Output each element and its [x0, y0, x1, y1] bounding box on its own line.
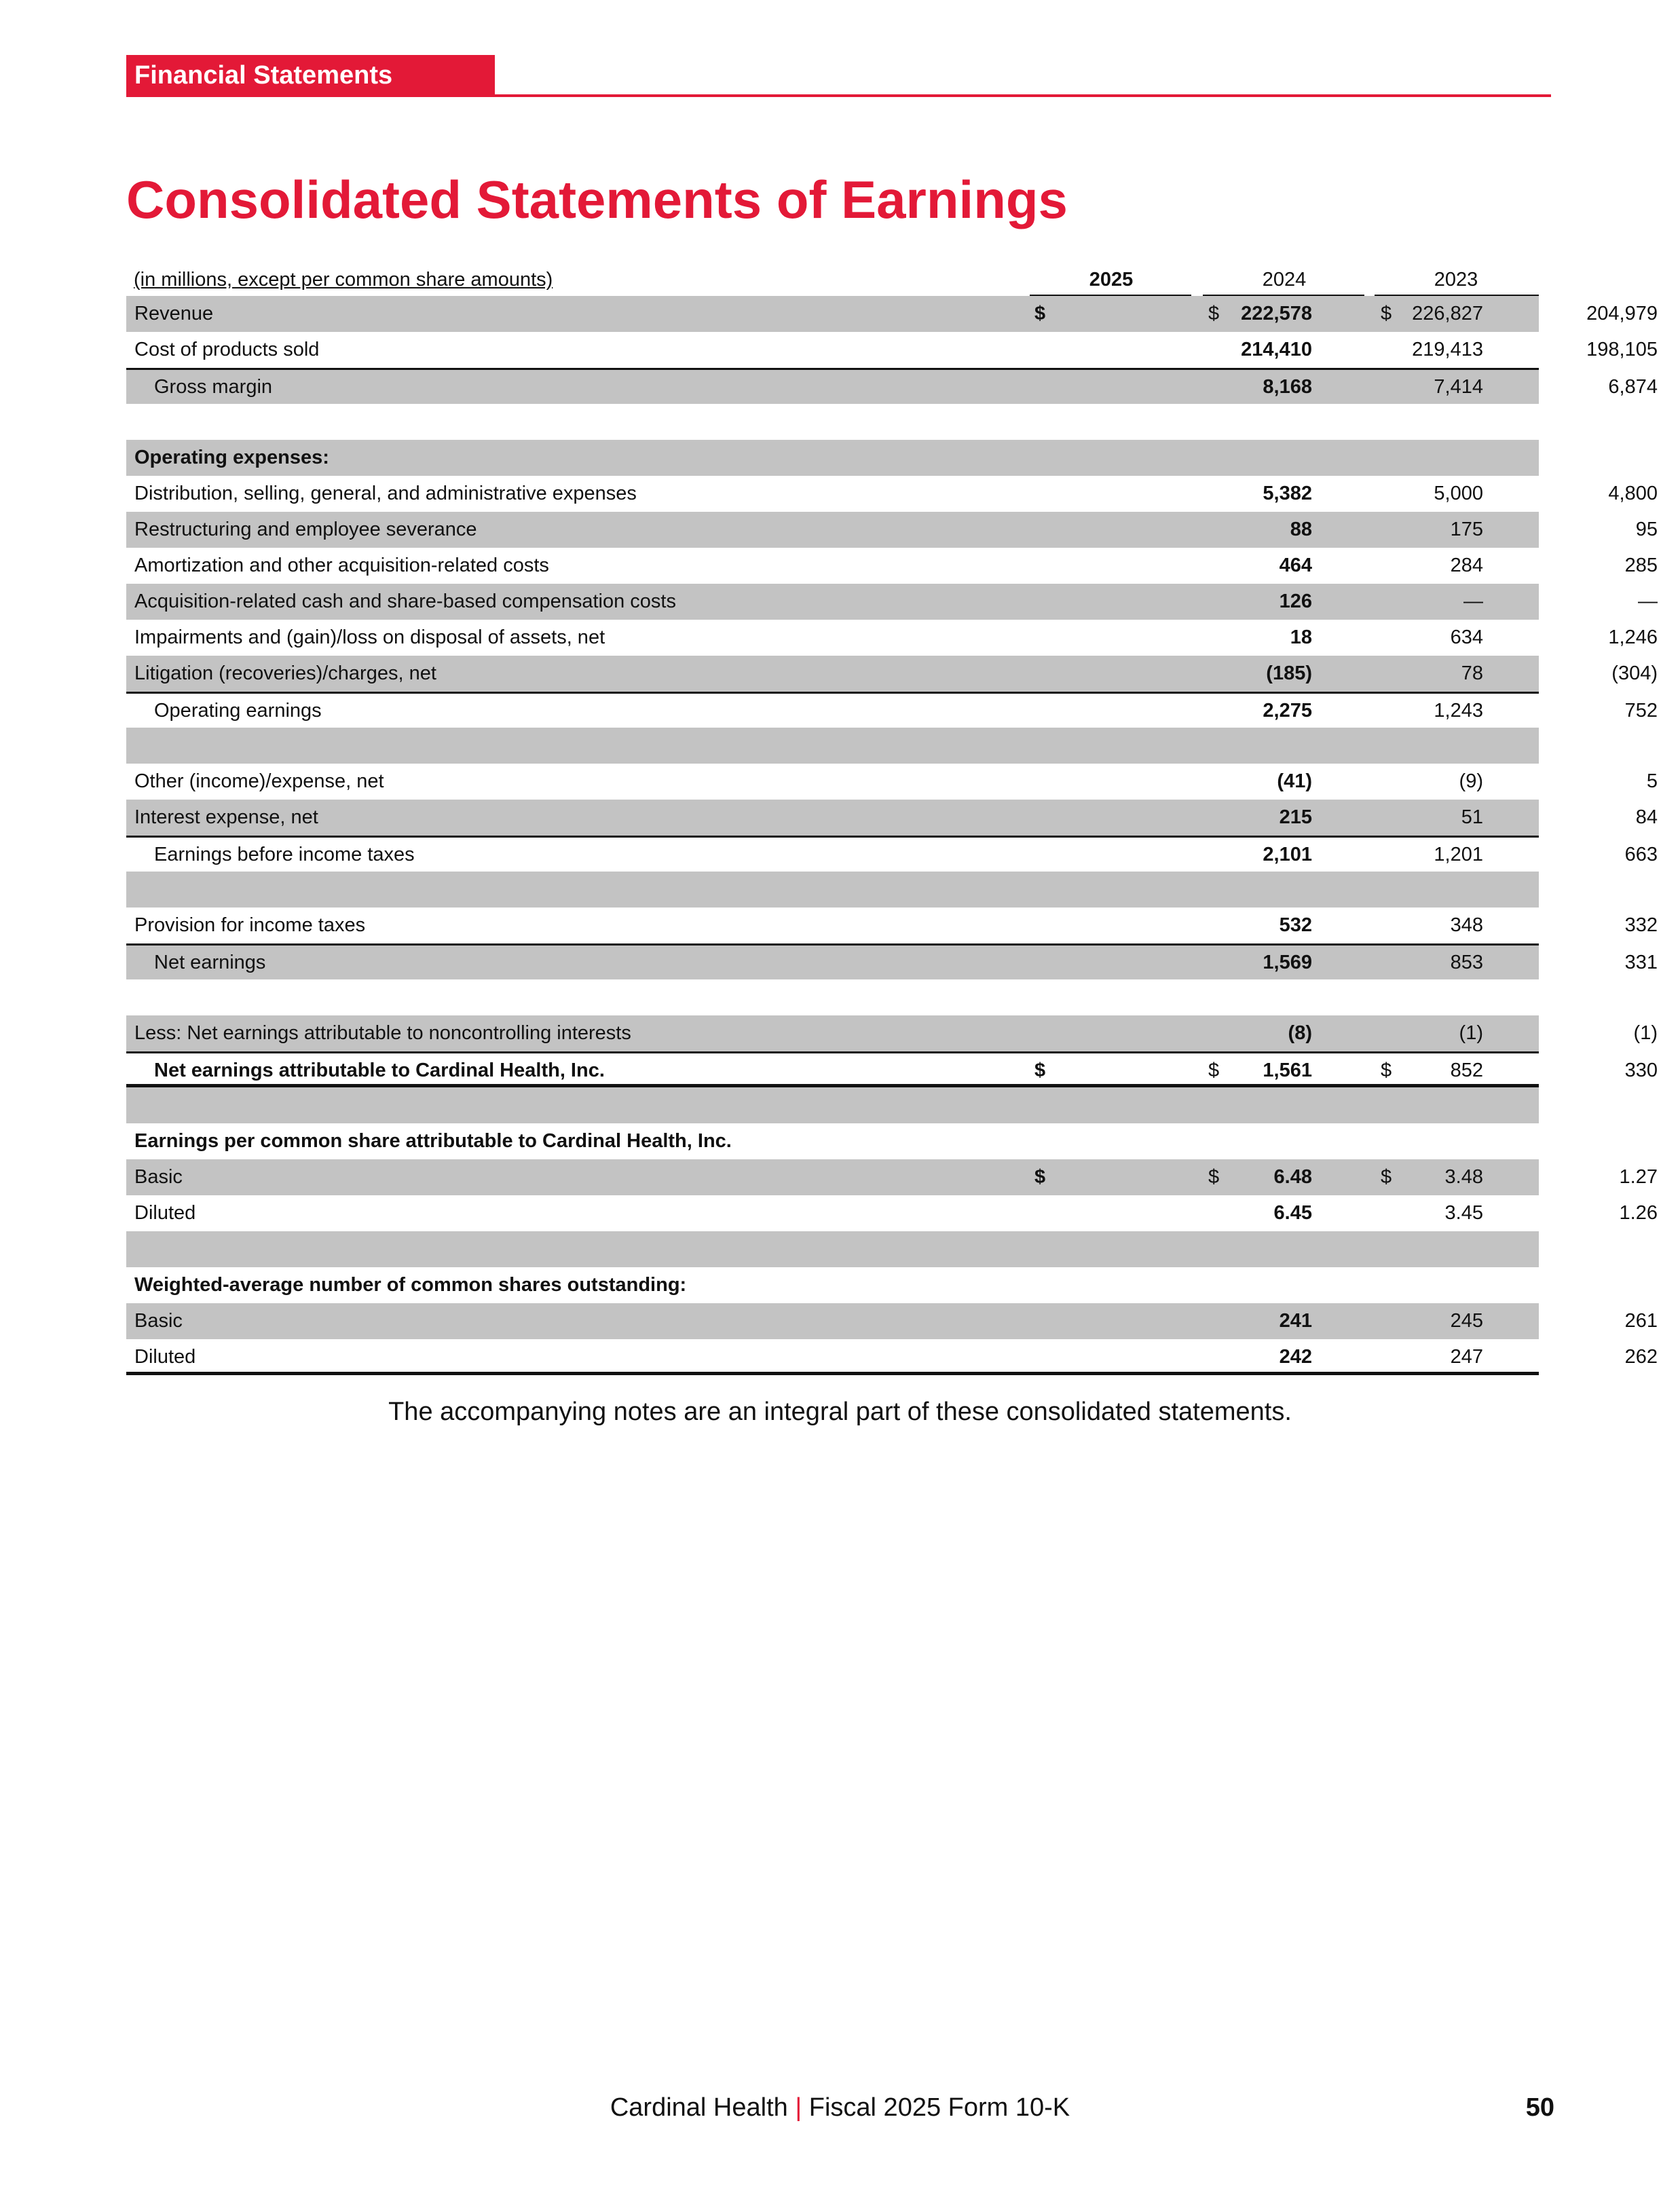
row-label: Basic — [134, 1310, 183, 1332]
table-row-revenue — [126, 296, 1658, 332]
value-2023: 6,874 — [1608, 376, 1658, 398]
dollar-sign: $ — [1034, 303, 1046, 324]
row-label: Acquisition-related cash and share-based compensation costs — [134, 591, 676, 612]
value-2024: 247 — [1450, 1346, 1483, 1368]
value-2024: 853 — [1450, 952, 1483, 973]
value-2025: 2,101 — [1263, 844, 1312, 865]
page-title: Consolidated Statements of Earnings — [126, 170, 1068, 229]
value-2024: 7,414 — [1434, 376, 1483, 398]
value-2024: 634 — [1450, 626, 1483, 648]
value-2025: 532 — [1279, 914, 1312, 936]
row-label: Distribution, selling, general, and administrative expenses — [134, 483, 637, 504]
value-2024: 852 — [1450, 1060, 1483, 1081]
value-2025: 241 — [1279, 1310, 1312, 1332]
table-row-net-earnings-cardinal — [126, 1051, 1658, 1087]
value-2025: 214,410 — [1241, 339, 1312, 360]
dollar-sign: $ — [1208, 1060, 1220, 1081]
value-2023: 95 — [1635, 519, 1658, 540]
value-2023: 204,979 — [1586, 303, 1658, 324]
value-2025: 5,382 — [1263, 483, 1312, 504]
value-2025: (8) — [1288, 1022, 1312, 1044]
row-label: Litigation (recoveries)/charges, net — [134, 662, 436, 684]
table-row-eps-heading — [126, 1123, 1539, 1159]
earnings-table — [126, 296, 1658, 1375]
footer-document: Fiscal 2025 Form 10-K — [808, 2093, 1070, 2122]
table-row-noncontrolling — [126, 1015, 1658, 1051]
value-2025: 215 — [1279, 806, 1312, 828]
units-note: (in millions, except per common share amounts) — [134, 269, 553, 291]
value-2025: (185) — [1266, 662, 1312, 684]
dollar-sign: $ — [1208, 303, 1220, 324]
value-2023: 4,800 — [1608, 483, 1658, 504]
table-row-impairments — [126, 620, 1658, 656]
value-2023: 84 — [1635, 806, 1658, 828]
dollar-sign: $ — [1034, 1060, 1046, 1081]
value-2024: 219,413 — [1412, 339, 1483, 360]
value-2024: (9) — [1459, 770, 1483, 792]
row-label: Restructuring and employee severance — [134, 519, 477, 540]
value-2024: 226,827 — [1412, 303, 1483, 324]
value-2025: 88 — [1290, 519, 1312, 540]
table-row-net-earnings — [126, 943, 1658, 979]
value-2025: 126 — [1279, 591, 1312, 612]
value-2024: 51 — [1461, 806, 1483, 828]
row-label: Cost of products sold — [134, 339, 320, 360]
value-2024: 3.45 — [1444, 1202, 1483, 1224]
value-2023: 1.26 — [1619, 1202, 1658, 1224]
row-label: Revenue — [134, 303, 214, 324]
value-2025: (41) — [1277, 770, 1312, 792]
table-row-provision-taxes — [126, 908, 1658, 943]
row-label: Diluted — [134, 1202, 196, 1224]
value-2025: 1,569 — [1263, 952, 1312, 973]
table-row-other-income — [126, 764, 1658, 800]
value-2023: — — [1638, 591, 1658, 612]
table-row-spacer — [126, 404, 1539, 440]
row-label: Provision for income taxes — [134, 914, 366, 936]
value-2025: 1,561 — [1263, 1060, 1312, 1081]
row-label: Basic — [134, 1166, 183, 1188]
value-2024: 1,243 — [1434, 700, 1483, 722]
value-2025: 18 — [1290, 626, 1312, 648]
row-label: Operating earnings — [154, 700, 322, 722]
footer-separator: | — [795, 2093, 802, 2122]
value-2024: 284 — [1450, 555, 1483, 576]
value-2023: 752 — [1624, 700, 1658, 722]
value-2023: 1.27 — [1619, 1166, 1658, 1188]
header-rule — [126, 94, 1551, 97]
value-2025: 464 — [1279, 555, 1312, 576]
table-row-operating-earnings — [126, 692, 1658, 728]
value-2023: 331 — [1624, 952, 1658, 973]
year-header-2023: 2023 — [1434, 269, 1478, 291]
value-2024: 245 — [1450, 1310, 1483, 1332]
value-2025: 8,168 — [1263, 376, 1312, 398]
value-2023: (1) — [1633, 1022, 1658, 1044]
table-row-restructuring — [126, 512, 1658, 548]
value-2023: 1,246 — [1608, 626, 1658, 648]
table-row-sga — [126, 476, 1658, 512]
value-2024: — — [1463, 591, 1483, 612]
table-row-spacer — [126, 1087, 1539, 1123]
value-2024: (1) — [1459, 1022, 1483, 1044]
section-heading: Operating expenses: — [134, 447, 329, 468]
row-label: Net earnings — [154, 952, 266, 973]
value-2023: 330 — [1624, 1060, 1658, 1081]
value-2025: 6.45 — [1273, 1202, 1312, 1224]
row-label: Interest expense, net — [134, 806, 318, 828]
table-row-amortization — [126, 548, 1658, 584]
value-2023: 663 — [1624, 844, 1658, 865]
value-2025: 6.48 — [1273, 1166, 1312, 1188]
table-row-gross-margin — [126, 368, 1658, 404]
section-heading: Earnings per common share attributable to Cardinal Health, Inc. — [134, 1130, 732, 1152]
row-label: Earnings before income taxes — [154, 844, 415, 865]
value-2025: 2,275 — [1263, 700, 1312, 722]
row-label: Other (income)/expense, net — [134, 770, 384, 792]
value-2023: 332 — [1624, 914, 1658, 936]
value-2023: 285 — [1624, 555, 1658, 576]
table-row-litigation — [126, 656, 1658, 692]
year-header-2024: 2024 — [1262, 269, 1307, 291]
value-2025: 242 — [1279, 1346, 1312, 1368]
value-2024: 3.48 — [1444, 1166, 1483, 1188]
value-2024: 5,000 — [1434, 483, 1483, 504]
value-2024: 175 — [1450, 519, 1483, 540]
value-2024: 348 — [1450, 914, 1483, 936]
row-label: Net earnings attributable to Cardinal Health, Inc. — [154, 1060, 605, 1081]
value-2024: 1,201 — [1434, 844, 1483, 865]
table-row-cost-of-products — [126, 332, 1658, 368]
value-2024: 78 — [1461, 662, 1483, 684]
section-header-tab: Financial Statements — [126, 55, 495, 96]
page-number: 50 — [1525, 2093, 1554, 2122]
table-row-spacer — [126, 728, 1539, 764]
dollar-sign: $ — [1381, 1166, 1392, 1188]
year-header-2025: 2025 — [1089, 269, 1134, 291]
table-row-shares-heading — [126, 1267, 1539, 1303]
table-row-shares-diluted — [126, 1339, 1658, 1375]
row-label: Gross margin — [154, 376, 273, 398]
table-row-acquisition-compensation — [126, 584, 1658, 620]
footer-company: Cardinal Health — [610, 2093, 788, 2122]
dollar-sign: $ — [1034, 1166, 1046, 1188]
table-row-operating-expenses-heading — [126, 440, 1539, 476]
row-label: Diluted — [134, 1346, 196, 1368]
table-row-spacer — [126, 979, 1539, 1015]
row-label: Impairments and (gain)/loss on disposal of assets, net — [134, 626, 605, 648]
table-row-eps-diluted — [126, 1195, 1658, 1231]
section-heading: Weighted-average number of common shares outstanding: — [134, 1274, 687, 1296]
value-2025: 222,578 — [1241, 303, 1312, 324]
dollar-sign: $ — [1381, 1060, 1392, 1081]
table-row-spacer — [126, 872, 1539, 908]
row-label: Less: Net earnings attributable to noncontrolling interests — [134, 1022, 631, 1044]
footnote: The accompanying notes are an integral part of these consolidated statements. — [388, 1398, 1292, 1426]
value-2023: 5 — [1646, 770, 1658, 792]
table-row-eps-basic — [126, 1159, 1658, 1195]
value-2023: 198,105 — [1586, 339, 1658, 360]
dollar-sign: $ — [1208, 1166, 1220, 1188]
table-row-shares-basic — [126, 1303, 1658, 1339]
value-2023: 261 — [1624, 1310, 1658, 1332]
value-2023: 262 — [1624, 1346, 1658, 1368]
value-2023: (304) — [1611, 662, 1658, 684]
dollar-sign: $ — [1381, 303, 1392, 324]
table-row-interest-expense — [126, 800, 1658, 836]
table-row-spacer — [126, 1231, 1539, 1267]
table-row-earnings-before-taxes — [126, 836, 1658, 872]
row-label: Amortization and other acquisition-related costs — [134, 555, 549, 576]
page-footer — [0, 2091, 1680, 2125]
